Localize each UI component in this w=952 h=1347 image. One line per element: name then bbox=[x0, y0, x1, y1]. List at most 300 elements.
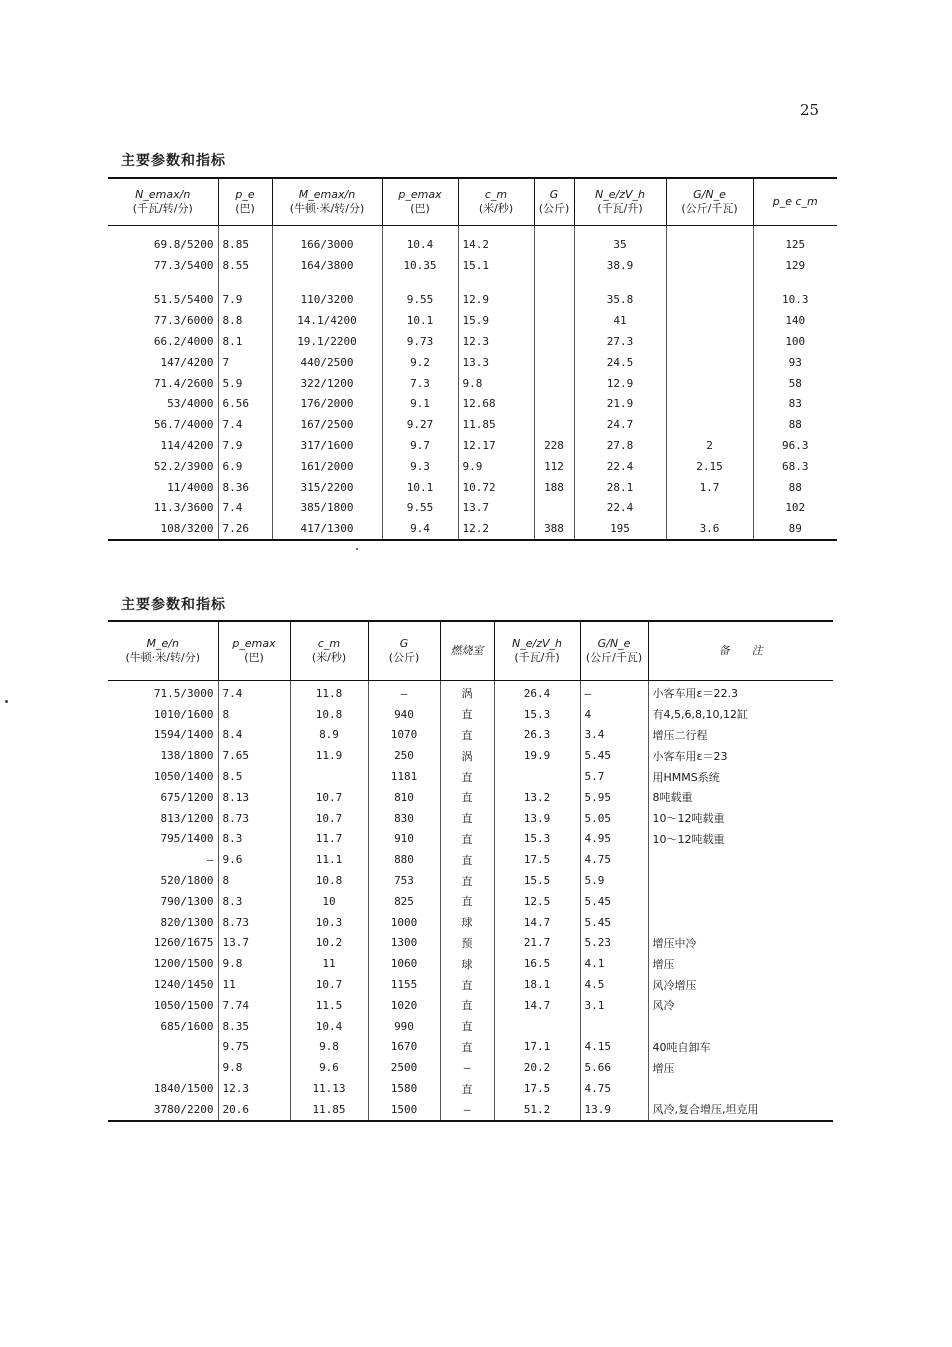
table-cell bbox=[534, 255, 574, 276]
table-cell: 176/2000 bbox=[272, 394, 382, 415]
table-cell: 315/2200 bbox=[272, 477, 382, 498]
table-cell: 风冷 bbox=[652, 999, 675, 1013]
scan-speck bbox=[5, 700, 8, 703]
column-header-symbol: 备 注 bbox=[718, 644, 763, 657]
table-cell: 5.23 bbox=[580, 933, 648, 954]
table-cell: 直 bbox=[440, 829, 494, 850]
table-cell: 小客车用ε＝23 bbox=[652, 749, 728, 763]
parameters-table-2 bbox=[108, 620, 833, 1122]
table-cell: 2 bbox=[666, 435, 753, 456]
table-cell: 51.2 bbox=[494, 1099, 580, 1121]
table-row bbox=[108, 912, 833, 933]
table-cell: 10.7 bbox=[290, 808, 368, 829]
table-cell: 8.3 bbox=[218, 891, 290, 912]
table-cell: 71.5/3000 bbox=[108, 681, 218, 704]
table-cell: 9.9 bbox=[458, 456, 534, 477]
table-cell bbox=[648, 891, 833, 912]
table-cell: 5.05 bbox=[580, 808, 648, 829]
table-cell: 790/1300 bbox=[108, 891, 218, 912]
table-row bbox=[108, 681, 833, 704]
table-cell: 188 bbox=[534, 477, 574, 498]
column-header bbox=[108, 621, 218, 681]
table-row bbox=[108, 394, 837, 415]
table-cell: 7.4 bbox=[218, 681, 290, 704]
table-cell: 417/1300 bbox=[272, 518, 382, 540]
table-cell: 15.3 bbox=[494, 704, 580, 725]
table-cell: 9.7 bbox=[382, 435, 458, 456]
table-cell-empty bbox=[218, 276, 272, 290]
table-cell bbox=[648, 912, 833, 933]
table-row bbox=[108, 953, 833, 974]
table-cell: 21.7 bbox=[494, 933, 580, 954]
table-cell: 球 bbox=[440, 912, 494, 933]
table-cell: 增压 bbox=[652, 1061, 675, 1075]
table-cell: 13.3 bbox=[458, 352, 534, 373]
column-header-unit: (公斤/千瓦) bbox=[585, 651, 643, 664]
table-cell: 11.8 bbox=[290, 681, 368, 704]
table-cell: 16.5 bbox=[494, 953, 580, 974]
table-cell: 直 bbox=[440, 787, 494, 808]
table-cell: 138/1800 bbox=[108, 745, 218, 766]
column-header-symbol: p_e bbox=[235, 188, 255, 201]
table-cell: 83 bbox=[788, 397, 802, 411]
table-cell: 4.75 bbox=[580, 1078, 648, 1099]
table-row bbox=[108, 498, 837, 519]
table-cell: 51.5/5400 bbox=[108, 290, 218, 311]
table-cell: — bbox=[440, 1057, 494, 1078]
table-cell: 7.9 bbox=[218, 435, 272, 456]
table-cell: 28.1 bbox=[574, 477, 666, 498]
table-cell bbox=[494, 1016, 580, 1037]
table-cell: 15.5 bbox=[494, 870, 580, 891]
column-header-symbol: M_e/n bbox=[146, 637, 179, 650]
table-cell: 8.73 bbox=[218, 808, 290, 829]
table-row bbox=[108, 1057, 833, 1078]
column-header bbox=[218, 178, 272, 226]
table-cell: 2500 bbox=[368, 1057, 440, 1078]
table-cell-empty bbox=[272, 276, 382, 290]
table-cell: — bbox=[440, 1099, 494, 1121]
table-cell: 250 bbox=[368, 745, 440, 766]
column-header-unit: (巴) bbox=[235, 202, 255, 215]
table-cell: 9.3 bbox=[382, 456, 458, 477]
table-cell: 8 bbox=[218, 870, 290, 891]
table-cell: 108/3200 bbox=[108, 518, 218, 540]
table-row bbox=[108, 477, 837, 498]
table-cell: 12.9 bbox=[574, 373, 666, 394]
table-cell: 825 bbox=[368, 891, 440, 912]
table-cell: 167/2500 bbox=[272, 414, 382, 435]
table-cell: 27.8 bbox=[574, 435, 666, 456]
table-cell: 7.3 bbox=[382, 373, 458, 394]
table-cell: 增压 bbox=[652, 957, 675, 971]
table-cell: 140 bbox=[785, 314, 806, 328]
table-cell: 4.1 bbox=[580, 953, 648, 974]
table-row bbox=[108, 766, 833, 787]
table-cell: 385/1800 bbox=[272, 498, 382, 519]
table-cell: 1200/1500 bbox=[108, 953, 218, 974]
table-row bbox=[108, 704, 833, 725]
table-cell bbox=[580, 1016, 648, 1037]
column-header bbox=[290, 621, 368, 681]
table-cell: 10.1 bbox=[382, 310, 458, 331]
column-header bbox=[494, 621, 580, 681]
table-cell: 13.9 bbox=[494, 808, 580, 829]
table-cell: 88 bbox=[788, 480, 802, 494]
table-cell: 直 bbox=[440, 891, 494, 912]
table-cell: 8吨载重 bbox=[652, 791, 693, 805]
table-cell: 13.7 bbox=[218, 933, 290, 954]
scan-speck bbox=[356, 548, 358, 550]
table-cell: 12.2 bbox=[458, 518, 534, 540]
table-cell: 69.8/5200 bbox=[108, 226, 218, 255]
column-header bbox=[272, 178, 382, 226]
table-cell: 17.1 bbox=[494, 1037, 580, 1058]
table-cell: 10.35 bbox=[382, 255, 458, 276]
table-cell: 114/4200 bbox=[108, 435, 218, 456]
column-header-symbol: G/N_e bbox=[597, 637, 631, 650]
column-header-unit: (牛顿·米/转/分) bbox=[289, 202, 365, 215]
table-cell: 1500 bbox=[368, 1099, 440, 1121]
table-cell: 1840/1500 bbox=[108, 1078, 218, 1099]
table-cell: 11.13 bbox=[290, 1078, 368, 1099]
table-cell: 10～12吨载重 bbox=[652, 812, 725, 826]
table-cell: 10.72 bbox=[458, 477, 534, 498]
table-cell: 5.7 bbox=[580, 766, 648, 787]
table-cell: 7 bbox=[218, 352, 272, 373]
table-cell: 685/1600 bbox=[108, 1016, 218, 1037]
column-header bbox=[458, 178, 534, 226]
table-cell: 10.1 bbox=[382, 477, 458, 498]
column-header-symbol: G bbox=[399, 637, 409, 650]
table-cell: 24.5 bbox=[574, 352, 666, 373]
table-cell: 1670 bbox=[368, 1037, 440, 1058]
column-header-unit: (千瓦/升) bbox=[597, 202, 643, 215]
table-cell: 1260/1675 bbox=[108, 933, 218, 954]
table-cell: 53/4000 bbox=[108, 394, 218, 415]
table-cell: 风冷增压 bbox=[652, 978, 697, 992]
table-cell: — bbox=[368, 681, 440, 704]
table-cell: 14.2 bbox=[458, 226, 534, 255]
table-cell: 322/1200 bbox=[272, 373, 382, 394]
table-row bbox=[108, 1078, 833, 1099]
table-cell bbox=[108, 1037, 218, 1058]
table-row bbox=[108, 849, 833, 870]
table-cell: 11.85 bbox=[290, 1099, 368, 1121]
table-cell: 8.73 bbox=[218, 912, 290, 933]
table-cell: 1000 bbox=[368, 912, 440, 933]
table-cell: 10.8 bbox=[290, 870, 368, 891]
table-cell: 990 bbox=[368, 1016, 440, 1037]
table-cell: 8.8 bbox=[218, 310, 272, 331]
column-header-symbol: N_emax/n bbox=[135, 188, 191, 201]
column-header-symbol: p_emax bbox=[398, 188, 442, 201]
table-row bbox=[108, 414, 837, 435]
column-header-unit: (巴) bbox=[244, 651, 264, 664]
table-cell: 11 bbox=[218, 974, 290, 995]
table-cell: 17.5 bbox=[494, 1078, 580, 1099]
column-header-symbol: G bbox=[549, 188, 559, 201]
table-cell bbox=[494, 766, 580, 787]
table-cell: 35 bbox=[574, 226, 666, 255]
table-cell: 1050/1400 bbox=[108, 766, 218, 787]
table-cell: 9.8 bbox=[290, 1037, 368, 1058]
table-row bbox=[108, 870, 833, 891]
table-cell: 27.3 bbox=[574, 331, 666, 352]
table-cell: 5.45 bbox=[580, 912, 648, 933]
table-cell bbox=[534, 310, 574, 331]
table-cell-empty bbox=[666, 276, 753, 290]
column-header-unit: (米/秒) bbox=[311, 651, 347, 664]
table-cell-empty bbox=[382, 276, 458, 290]
column-header-symbol: p_emax bbox=[232, 637, 276, 650]
table-row bbox=[108, 974, 833, 995]
table-cell bbox=[648, 1016, 833, 1037]
column-header-unit: (公斤) bbox=[388, 651, 420, 664]
table-cell: 8.1 bbox=[218, 331, 272, 352]
table-cell: 164/3800 bbox=[272, 255, 382, 276]
column-header-symbol: N_e/zV_h bbox=[512, 637, 562, 650]
table-cell: 1240/1450 bbox=[108, 974, 218, 995]
table-row bbox=[108, 435, 837, 456]
column-header-symbol: G/N_e bbox=[693, 188, 726, 201]
column-header-unit: (米/秒) bbox=[478, 202, 514, 215]
table-row bbox=[108, 808, 833, 829]
table-cell: 1181 bbox=[368, 766, 440, 787]
table-cell-empty bbox=[534, 276, 574, 290]
table-cell: 14.1/4200 bbox=[272, 310, 382, 331]
table-cell: 7.9 bbox=[218, 290, 272, 311]
column-header-unit: (公斤) bbox=[538, 202, 570, 215]
table-cell: 40吨自卸车 bbox=[652, 1040, 711, 1054]
table-cell: 820/1300 bbox=[108, 912, 218, 933]
column-header bbox=[108, 178, 218, 226]
table-row bbox=[108, 310, 837, 331]
table-cell: 12.17 bbox=[458, 435, 534, 456]
table-cell: 26.4 bbox=[494, 681, 580, 704]
table-cell: 10.2 bbox=[290, 933, 368, 954]
table-cell: 675/1200 bbox=[108, 787, 218, 808]
table-cell: 100 bbox=[785, 335, 806, 349]
column-header-symbol: c_m bbox=[484, 188, 508, 201]
table-cell: 14.7 bbox=[494, 995, 580, 1016]
table-cell: 1155 bbox=[368, 974, 440, 995]
table-cell: 77.3/5400 bbox=[108, 255, 218, 276]
table-cell: 18.1 bbox=[494, 974, 580, 995]
table-cell-empty bbox=[574, 276, 666, 290]
table-cell: 110/3200 bbox=[272, 290, 382, 311]
column-header-unit: (巴) bbox=[410, 202, 430, 215]
table-cell: 直 bbox=[440, 1037, 494, 1058]
table-cell: 7.26 bbox=[218, 518, 272, 540]
table-cell: 19.9 bbox=[494, 745, 580, 766]
table-cell: 22.4 bbox=[574, 456, 666, 477]
table-cell: 10.4 bbox=[290, 1016, 368, 1037]
table-cell: 直 bbox=[440, 725, 494, 746]
table-cell: 10.7 bbox=[290, 787, 368, 808]
table-cell: 9.73 bbox=[382, 331, 458, 352]
table-cell: 10 bbox=[290, 891, 368, 912]
table-cell: 8.85 bbox=[218, 226, 272, 255]
table-cell: 5.9 bbox=[218, 373, 272, 394]
table-cell: 9.6 bbox=[290, 1057, 368, 1078]
table-cell: 涡 bbox=[440, 745, 494, 766]
table-cell: 3.6 bbox=[666, 518, 753, 540]
section-title-main-parameters-2: 主要参数和指标 bbox=[121, 597, 226, 613]
table-cell: 5.45 bbox=[580, 891, 648, 912]
table-cell: 88 bbox=[788, 418, 802, 432]
column-header bbox=[440, 621, 494, 681]
table-cell bbox=[666, 352, 753, 373]
table-cell: 10.4 bbox=[382, 226, 458, 255]
table-cell: 38.9 bbox=[574, 255, 666, 276]
table-cell: 13.2 bbox=[494, 787, 580, 808]
table-2-header-row bbox=[108, 621, 833, 681]
table-cell: 15.9 bbox=[458, 310, 534, 331]
table-cell bbox=[666, 498, 753, 519]
table-cell: 5.95 bbox=[580, 787, 648, 808]
table-cell: 520/1800 bbox=[108, 870, 218, 891]
table-cell: 7.74 bbox=[218, 995, 290, 1016]
table-cell: 195 bbox=[574, 518, 666, 540]
table-cell: 20.2 bbox=[494, 1057, 580, 1078]
section-title-main-parameters: 主要参数和指标 bbox=[121, 153, 226, 169]
table-cell bbox=[666, 310, 753, 331]
table-cell: 9.55 bbox=[382, 290, 458, 311]
table-row bbox=[108, 725, 833, 746]
column-header bbox=[574, 178, 666, 226]
table-cell: 增压二行程 bbox=[652, 728, 708, 742]
table-cell bbox=[666, 394, 753, 415]
table-cell: 7.65 bbox=[218, 745, 290, 766]
table-cell: 388 bbox=[534, 518, 574, 540]
table-cell bbox=[534, 290, 574, 311]
table-cell: 1580 bbox=[368, 1078, 440, 1099]
table-cell: 1594/1400 bbox=[108, 725, 218, 746]
column-header bbox=[382, 178, 458, 226]
column-header-symbol: M_emax/n bbox=[298, 188, 356, 201]
table-cell: 96.3 bbox=[782, 439, 809, 453]
table-cell: 795/1400 bbox=[108, 829, 218, 850]
table-cell: 12.3 bbox=[458, 331, 534, 352]
table-row bbox=[108, 1037, 833, 1058]
table-cell: 940 bbox=[368, 704, 440, 725]
table-cell: 11.85 bbox=[458, 414, 534, 435]
table-cell: 直 bbox=[440, 766, 494, 787]
table-cell: 810 bbox=[368, 787, 440, 808]
table-row bbox=[108, 373, 837, 394]
table-cell: 161/2000 bbox=[272, 456, 382, 477]
table-cell: 9.2 bbox=[382, 352, 458, 373]
table-cell: — bbox=[108, 849, 218, 870]
table-cell: 8 bbox=[218, 704, 290, 725]
table-cell: 9.55 bbox=[382, 498, 458, 519]
table-cell: 直 bbox=[440, 704, 494, 725]
table-cell: 4.5 bbox=[580, 974, 648, 995]
table-cell: 3.4 bbox=[580, 725, 648, 746]
column-header-unit: (公斤/千瓦) bbox=[681, 202, 738, 215]
table-cell: 15.1 bbox=[458, 255, 534, 276]
table-cell bbox=[648, 849, 833, 870]
table-1-header-row bbox=[108, 178, 837, 226]
table-cell: 5.66 bbox=[580, 1057, 648, 1078]
table-cell: 8.13 bbox=[218, 787, 290, 808]
table-cell: 1.7 bbox=[666, 477, 753, 498]
table-cell bbox=[534, 352, 574, 373]
table-cell: 8.9 bbox=[290, 725, 368, 746]
table-cell: 753 bbox=[368, 870, 440, 891]
column-header bbox=[666, 178, 753, 226]
table-cell bbox=[648, 1078, 833, 1099]
table-cell bbox=[534, 226, 574, 255]
table-cell: 12.3 bbox=[218, 1078, 290, 1099]
column-header-symbol: c_m bbox=[317, 637, 341, 650]
table-cell: 11/4000 bbox=[108, 477, 218, 498]
table-cell: 15.3 bbox=[494, 829, 580, 850]
table-cell: 8.55 bbox=[218, 255, 272, 276]
table-cell: 8.5 bbox=[218, 766, 290, 787]
table-cell: 56.7/4000 bbox=[108, 414, 218, 435]
table-cell: 8.4 bbox=[218, 725, 290, 746]
table-cell bbox=[666, 255, 753, 276]
table-cell bbox=[666, 373, 753, 394]
table-cell: 5.9 bbox=[580, 870, 648, 891]
table-cell: 24.7 bbox=[574, 414, 666, 435]
table-cell: 直 bbox=[440, 1016, 494, 1037]
table-cell: 102 bbox=[785, 501, 806, 515]
table-cell: 19.1/2200 bbox=[272, 331, 382, 352]
column-header-unit: (千瓦/升) bbox=[514, 651, 560, 664]
column-header-symbol: 燃烧室 bbox=[450, 644, 484, 657]
row-gap bbox=[108, 276, 837, 290]
table-cell bbox=[666, 290, 753, 311]
table-cell: 直 bbox=[440, 808, 494, 829]
table-row bbox=[108, 995, 833, 1016]
table-row bbox=[108, 1099, 833, 1121]
parameters-table-1 bbox=[108, 177, 837, 541]
table-cell bbox=[666, 331, 753, 352]
table-cell: 11.9 bbox=[290, 745, 368, 766]
table-cell: 12.5 bbox=[494, 891, 580, 912]
table-cell: 9.6 bbox=[218, 849, 290, 870]
table-cell: 21.9 bbox=[574, 394, 666, 415]
table-row bbox=[108, 255, 837, 276]
table-cell: 风冷,复合增压,坦克用 bbox=[652, 1103, 759, 1117]
table-cell bbox=[534, 331, 574, 352]
table-cell: 880 bbox=[368, 849, 440, 870]
table-cell: 13.7 bbox=[458, 498, 534, 519]
table-cell: 7.4 bbox=[218, 414, 272, 435]
table-cell: 6.9 bbox=[218, 456, 272, 477]
table-row bbox=[108, 456, 837, 477]
table-cell: 预 bbox=[440, 933, 494, 954]
table-cell: 89 bbox=[788, 522, 802, 536]
table-cell: 9.27 bbox=[382, 414, 458, 435]
table-cell: 129 bbox=[785, 258, 806, 272]
table-cell: 77.3/6000 bbox=[108, 310, 218, 331]
column-header bbox=[534, 178, 574, 226]
table-cell: 317/1600 bbox=[272, 435, 382, 456]
table-cell: 9.1 bbox=[382, 394, 458, 415]
table-cell: 1020 bbox=[368, 995, 440, 1016]
table-row bbox=[108, 891, 833, 912]
table-cell: 10.7 bbox=[290, 974, 368, 995]
table-row bbox=[108, 787, 833, 808]
table-cell: 41 bbox=[574, 310, 666, 331]
table-cell: 4 bbox=[580, 704, 648, 725]
table-cell: 8.36 bbox=[218, 477, 272, 498]
column-header-unit: (千瓦/转/分) bbox=[132, 202, 193, 215]
